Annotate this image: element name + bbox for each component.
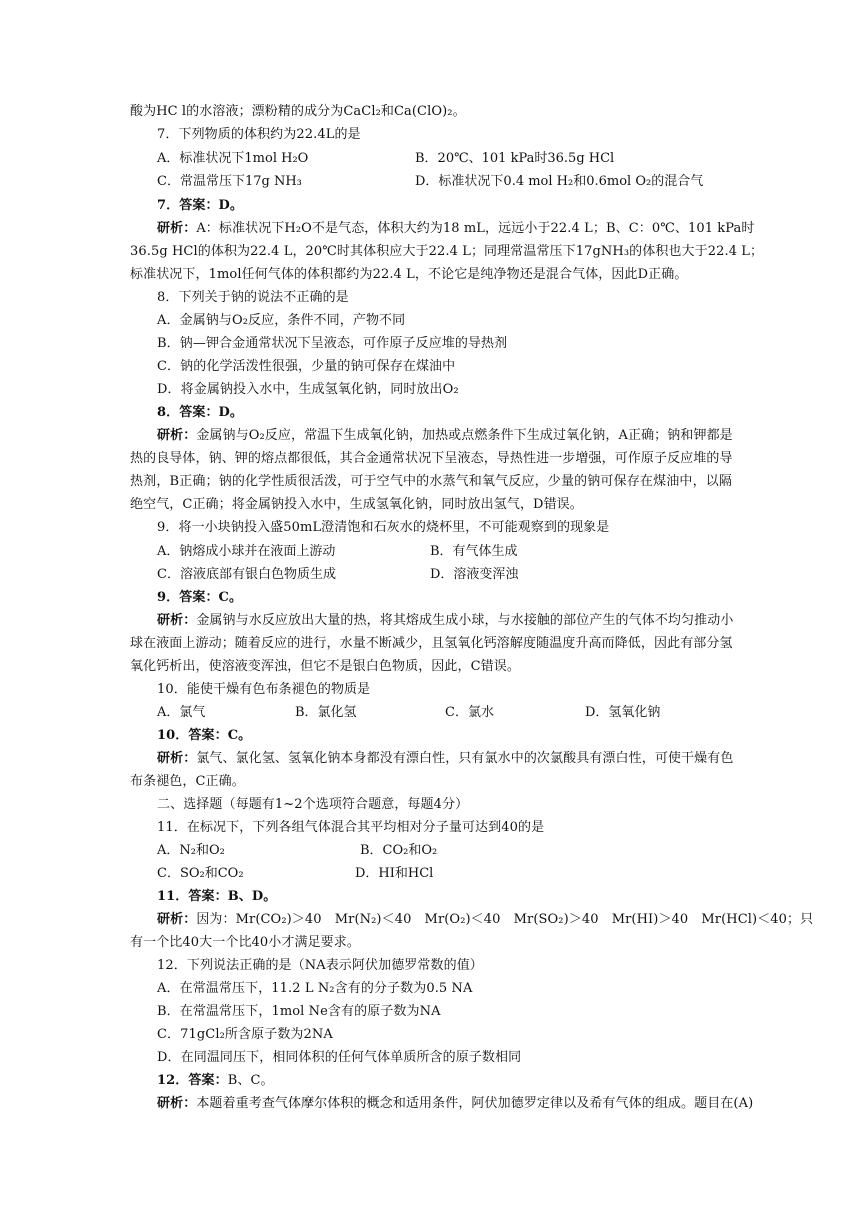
- question-9: 9．将一小块钠投入盛50mL澄清饱和石灰水的烧杯里，不可能观察到的现象是: [157, 520, 610, 535]
- q11-option-a: A．N₂和O₂: [157, 843, 225, 858]
- q10-option-c: C．氯水: [445, 705, 494, 720]
- q7-option-b: B．20℃、101 kPa时36.5g HCl: [415, 151, 615, 166]
- analysis-line: 36.5g HCl的体积为22.4 L，20℃时其体积应大于22.4 L；同理常温常压下17gNH₃的体积也大于22.4 L；: [130, 244, 764, 259]
- answer-7: 7．答案：D。: [157, 198, 244, 213]
- answer-12: 12．答案：B、C。: [157, 1073, 274, 1088]
- question-11: 11．在标况下，下列各组气体混合其平均相对分子量可达到40的是: [157, 820, 545, 835]
- q12-option-c: C．71gCl₂所含原子数为2NA: [157, 1027, 333, 1042]
- analysis-line: 研析：因为：Mr(CO₂)＞40 Mr(N₂)＜40 Mr(O₂)＜40 Mr(SO₂)＞40 Mr(HI)＞40 Mr(HCl)＜40；只: [157, 912, 814, 927]
- analysis-line: 研析：本题着重考查气体摩尔体积的概念和适用条件，阿伏加德罗定律以及希有气体的组成。题目在(A): [157, 1096, 754, 1111]
- text-line: 酸为HC l的水溶液；漂粉精的成分为CaCl₂和Ca(ClO)₂。: [130, 104, 466, 119]
- section-heading: 二、选择题（每题有1~2个选项符合题意，每题4分）: [157, 797, 469, 812]
- analysis-line: 绝空气，C正确；将金属钠投入水中，生成氢氧化钠，同时放出氢气，D错误。: [130, 497, 583, 512]
- analysis-line: 研析：A：标准状况下H₂O不是气态，体积大约为18 mL，远远小于22.4 L；B、C：0℃、101 kPa时: [157, 221, 755, 236]
- q9-option-d: D．溶液变浑浊: [430, 567, 519, 582]
- analysis-line: 热的良导体，钠、钾的熔点都很低，其合金通常状况下呈液态，导热性进一步增强，可作原子反应堆的导: [130, 451, 733, 466]
- q8-option-a: A．金属钠与O₂反应，条件不同，产物不同: [157, 313, 406, 328]
- question-7: 7．下列物质的体积约为22.4L的是: [157, 127, 361, 142]
- q7-option-a: A．标准状况下1mol H₂O: [157, 151, 309, 166]
- q10-option-a: A．氯气: [157, 705, 206, 720]
- analysis-line: 热剂，B正确；钠的化学性质很活泼，可于空气中的水蒸气和氧气反应，少量的钠可保存在煤油中，以隔: [130, 474, 732, 489]
- question-10: 10．能使干燥有色布条褪色的物质是: [157, 682, 371, 697]
- q8-option-d: D．将金属钠投入水中，生成氢氧化钠，同时放出O₂: [157, 382, 459, 397]
- q10-option-d: D．氢氧化钠: [585, 705, 661, 720]
- q12-option-a: A．在常温常压下，11.2 L N₂含有的分子数为0.5 NA: [157, 981, 473, 996]
- answer-9: 9．答案：C。: [157, 590, 243, 605]
- q11-option-c: C．SO₂和CO₂: [157, 866, 244, 881]
- q9-option-a: A．钠熔成小球并在液面上游动: [157, 544, 336, 559]
- analysis-line: 研析：金属钠与O₂反应，常温下生成氧化钠，加热或点燃条件下生成过氧化钠，A正确；钠和钾都是: [157, 428, 733, 443]
- answer-11: 11．答案：B、D。: [157, 889, 277, 904]
- question-8: 8．下列关于钠的说法不正确的是: [157, 290, 349, 305]
- q11-option-b: B．CO₂和O₂: [360, 843, 438, 858]
- analysis-line: 氧化钙析出，使溶液变浑浊，但它不是银白色物质，因此，C错误。: [130, 659, 520, 674]
- analysis-line: 有一个比40大一个比40小才满足要求。: [130, 935, 360, 950]
- q7-option-c: C．常温常压下17g NH₃: [157, 174, 302, 189]
- q12-option-b: B．在常温常压下，1mol Ne含有的原子数为NA: [157, 1004, 441, 1019]
- analysis-line: 研析：金属钠与水反应放出大量的热，将其熔成生成小球，与水接触的部位产生的气体不均匀推动小: [157, 613, 734, 628]
- analysis-line: 研析：氯气、氯化氢、氢氧化钠本身都没有漂白性，只有氯水中的次氯酸具有漂白性，可使干燥有色: [157, 751, 734, 766]
- question-12: 12．下列说法正确的是（NA表示阿伏加德罗常数的值）: [157, 958, 483, 973]
- q9-option-c: C．溶液底部有银白色物质生成: [157, 567, 336, 582]
- q11-option-d: D．HI和HCl: [355, 866, 434, 881]
- answer-8: 8．答案：D。: [157, 405, 244, 420]
- analysis-line: 标准状况下，1mol任何气体的体积都约为22.4 L，不论它是纯净物还是混合气体，因此D正确。: [130, 267, 688, 282]
- analysis-line: 布条褪色，C正确。: [130, 774, 245, 789]
- analysis-line: 球在液面上游动；随着反应的进行，水量不断减少，且氢氧化钙溶解度随温度升高而降低，因此有部分氢: [130, 636, 733, 651]
- answer-10: 10．答案：C。: [157, 728, 252, 743]
- q7-option-d: D．标准状况下0.4 mol H₂和0.6mol O₂的混合气: [415, 174, 704, 189]
- q10-option-b: B．氯化氢: [295, 705, 357, 720]
- q12-option-d: D．在同温同压下，相同体积的任何气体单质所含的原子数相同: [157, 1050, 522, 1065]
- q9-option-b: B．有气体生成: [430, 544, 518, 559]
- q8-option-b: B．钠—钾合金通常状况下呈液态，可作原子反应堆的导热剂: [157, 336, 508, 351]
- q8-option-c: C．钠的化学活泼性很强，少量的钠可保存在煤油中: [157, 359, 456, 374]
